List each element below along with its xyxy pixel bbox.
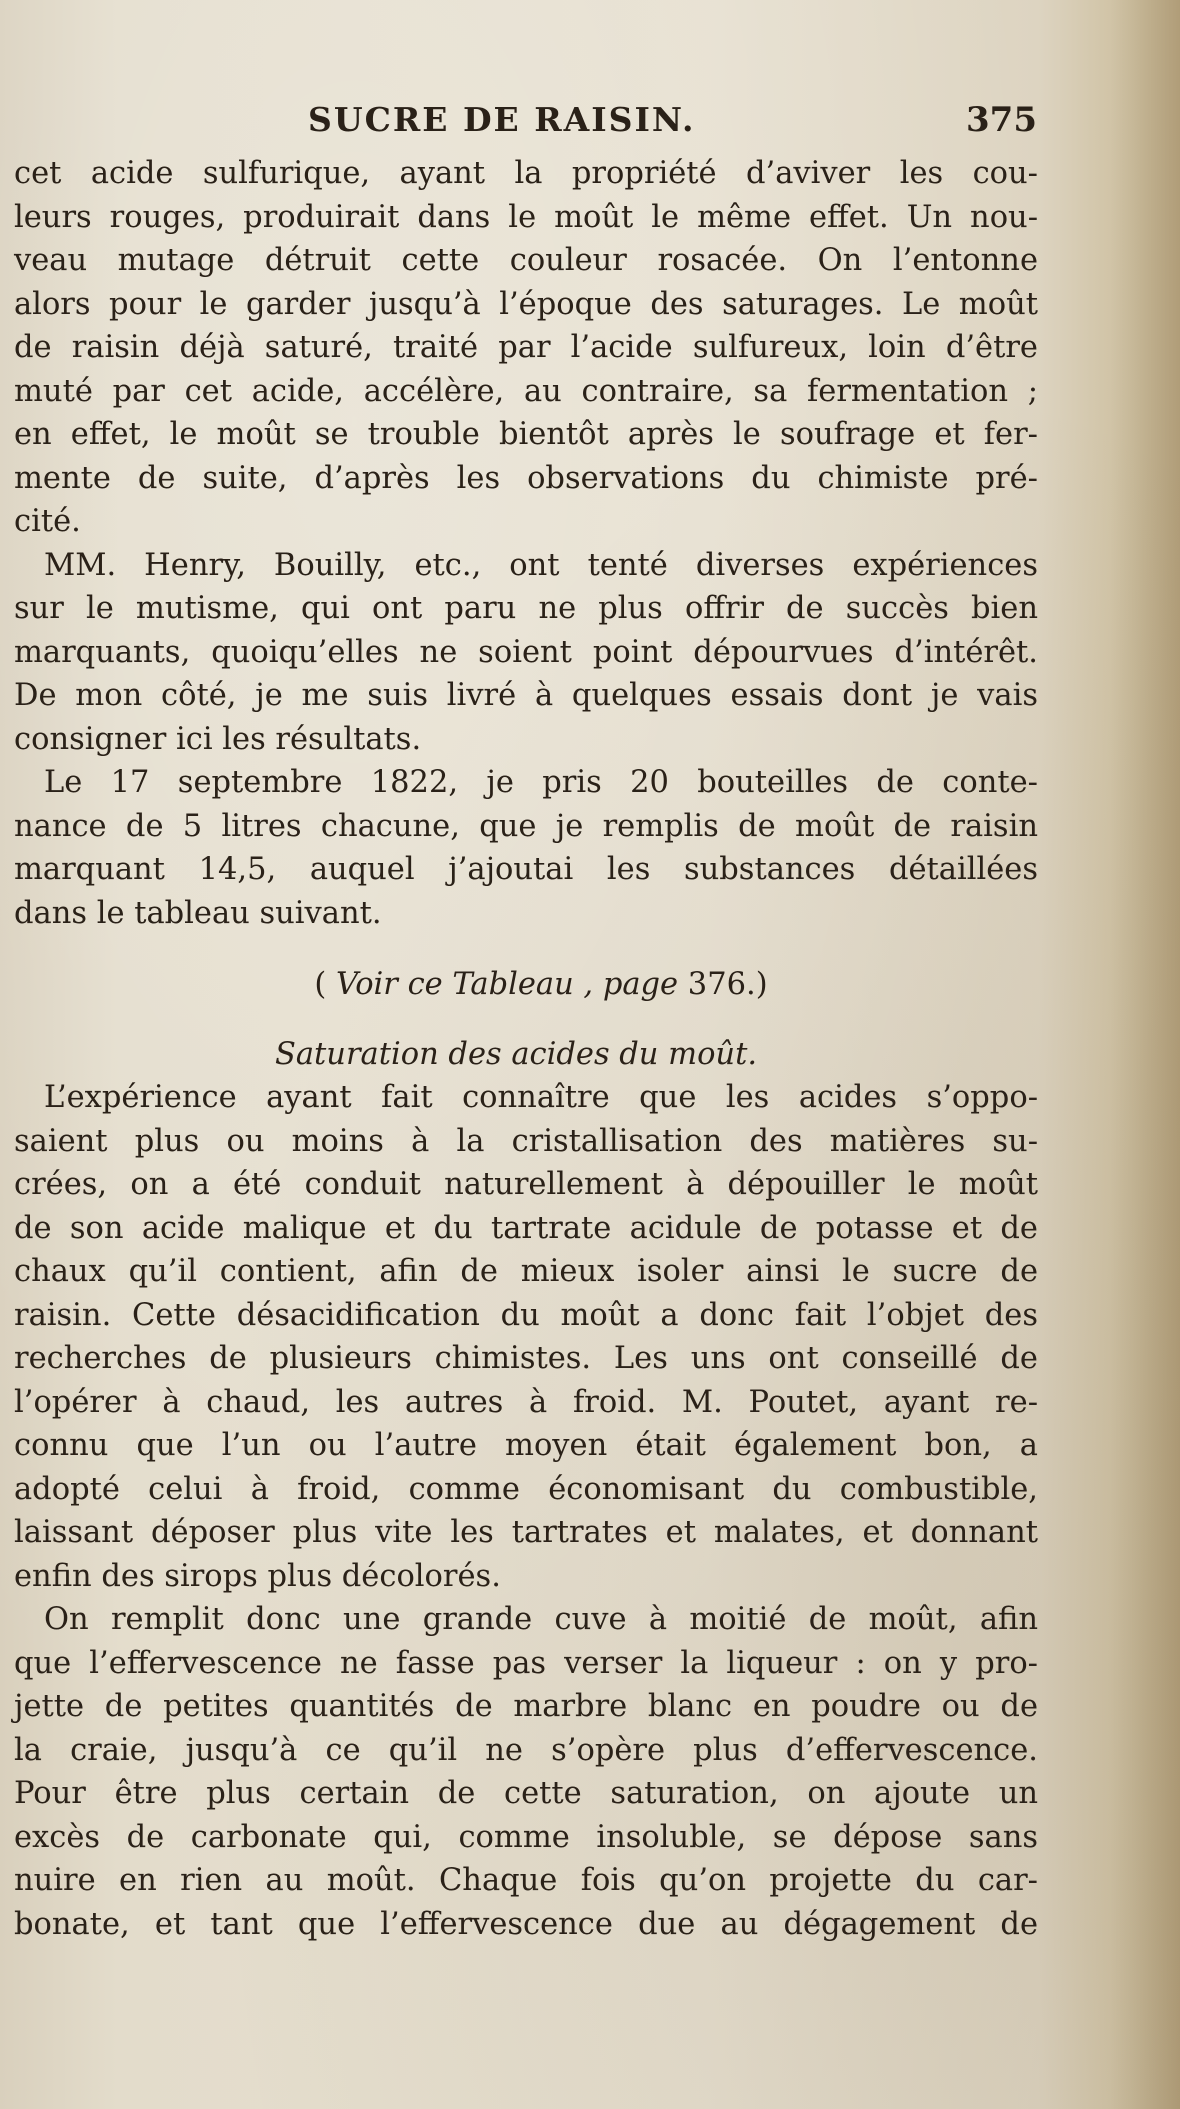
text-line: bonate, et tant que l’effervescence due au dégagement de <box>14 1906 1038 1942</box>
table-reference-text: Voir ce Tableau , page <box>335 967 679 1002</box>
text-line: raisin. Cette désacidification du moût a donc fait l’objet des <box>14 1297 1038 1333</box>
text-line: saient plus ou moins à la cristallisation des matières su- <box>14 1123 1038 1159</box>
paragraph-4 <box>14 1076 1038 1598</box>
text-line: marquant 14,5, auquel j’ajoutai les substances détaillées <box>14 852 1038 887</box>
text-line: On remplit donc une grande cuve à moitié de moût, afin <box>44 1602 1038 1637</box>
paragraph-5 <box>14 1598 1038 1946</box>
text-line: De mon côté, je me suis livré à quelques essais dont je vais <box>14 678 1038 713</box>
text-line: MM. Henry, Bouilly, etc., ont tenté diverses expériences <box>44 547 1038 583</box>
text-line: muté par cet acide, accélère, au contraire, sa fermentation ; <box>14 373 1038 409</box>
text-line: dans le tableau suivant. <box>14 895 382 931</box>
paragraph-1 <box>14 152 1038 544</box>
spacer <box>14 935 1038 963</box>
page-number: 375 <box>966 100 1037 140</box>
text-line: laissant déposer plus vite les tartrates et malates, et donnant <box>14 1515 1038 1550</box>
text-line: l’opérer à chaud, les autres à froid. M. Poutet, ayant re- <box>14 1384 1038 1420</box>
text-line: recherches de plusieurs chimistes. Les uns ont conseillé de <box>14 1341 1038 1376</box>
text-line: Pour être plus certain de cette saturation, on ajoute un <box>14 1776 1038 1811</box>
text-line: crées, on a été conduit naturellement à dépouiller le moût <box>14 1167 1038 1202</box>
running-title: SUCRE DE RAISIN. <box>308 100 696 139</box>
table-reference-open: ( <box>314 967 336 1002</box>
text-line: que l’effervescence ne fasse pas verser la liqueur : on y pro- <box>14 1645 1038 1681</box>
body-text <box>14 152 1038 1946</box>
paragraph-3 <box>14 761 1038 935</box>
text-line: alors pour le garder jusqu’à l’époque des saturages. Le moût <box>14 286 1038 322</box>
text-line: Le 17 septembre 1822, je pris 20 bouteilles de conte- <box>44 765 1038 800</box>
text-line: sur le mutisme, qui ont paru ne plus offrir de succès bien <box>14 591 1038 626</box>
text-line: nance de 5 litres chacune, que je remplis de moût de raisin <box>14 808 1038 844</box>
table-reference <box>14 963 1038 1007</box>
text-line: L’expérience ayant fait connaître que les acides s’oppo- <box>44 1080 1038 1115</box>
text-line: adopté celui à froid, comme économisant du combustible, <box>14 1471 1038 1507</box>
text-line: en effet, le moût se trouble bientôt après le soufrage et fer- <box>14 417 1038 452</box>
text-line: enfin des sirops plus décolorés. <box>14 1558 501 1594</box>
text-line: de raisin déjà saturé, traité par l’acide sulfureux, loin d’être <box>14 330 1038 365</box>
text-line: cité. <box>14 504 81 539</box>
table-reference-page: 376. <box>678 967 756 1002</box>
text-line: nuire en rien au moût. Chaque fois qu’on projette du car- <box>14 1863 1038 1898</box>
text-line: mente de suite, d’après les observations du chimiste pré- <box>14 460 1038 496</box>
text-line: excès de carbonate qui, comme insoluble, se dépose sans <box>14 1819 1038 1855</box>
text-line: marquants, quoiqu’elles ne soient point dépourvues d’intérêt. <box>14 634 1038 670</box>
text-line: la craie, jusqu’à ce qu’il ne s’opère plus d’effervescence. <box>14 1732 1038 1768</box>
page-header <box>0 100 1180 150</box>
text-line: connu que l’un ou l’autre moyen était également bon, a <box>14 1428 1038 1463</box>
text-line: de son acide malique et du tartrate acidule de potasse et de <box>14 1210 1038 1246</box>
text-line: consigner ici les résultats. <box>14 721 422 757</box>
text-line: cet acide sulfurique, ayant la propriété d’aviver les cou- <box>14 156 1038 191</box>
paragraph-2 <box>14 544 1038 762</box>
table-reference-close: ) <box>755 967 768 1002</box>
text-line: veau mutage détruit cette couleur rosacée. On l’entonne <box>14 243 1038 278</box>
section-heading: Saturation des acides du moût. <box>274 1036 758 1072</box>
text-line: leurs rouges, produirait dans le moût le même effet. Un nou- <box>14 199 1038 235</box>
text-line: jette de petites quantités de marbre blanc en poudre ou de <box>14 1689 1038 1724</box>
text-line: chaux qu’il contient, afin de mieux isoler ainsi le sucre de <box>14 1254 1038 1289</box>
